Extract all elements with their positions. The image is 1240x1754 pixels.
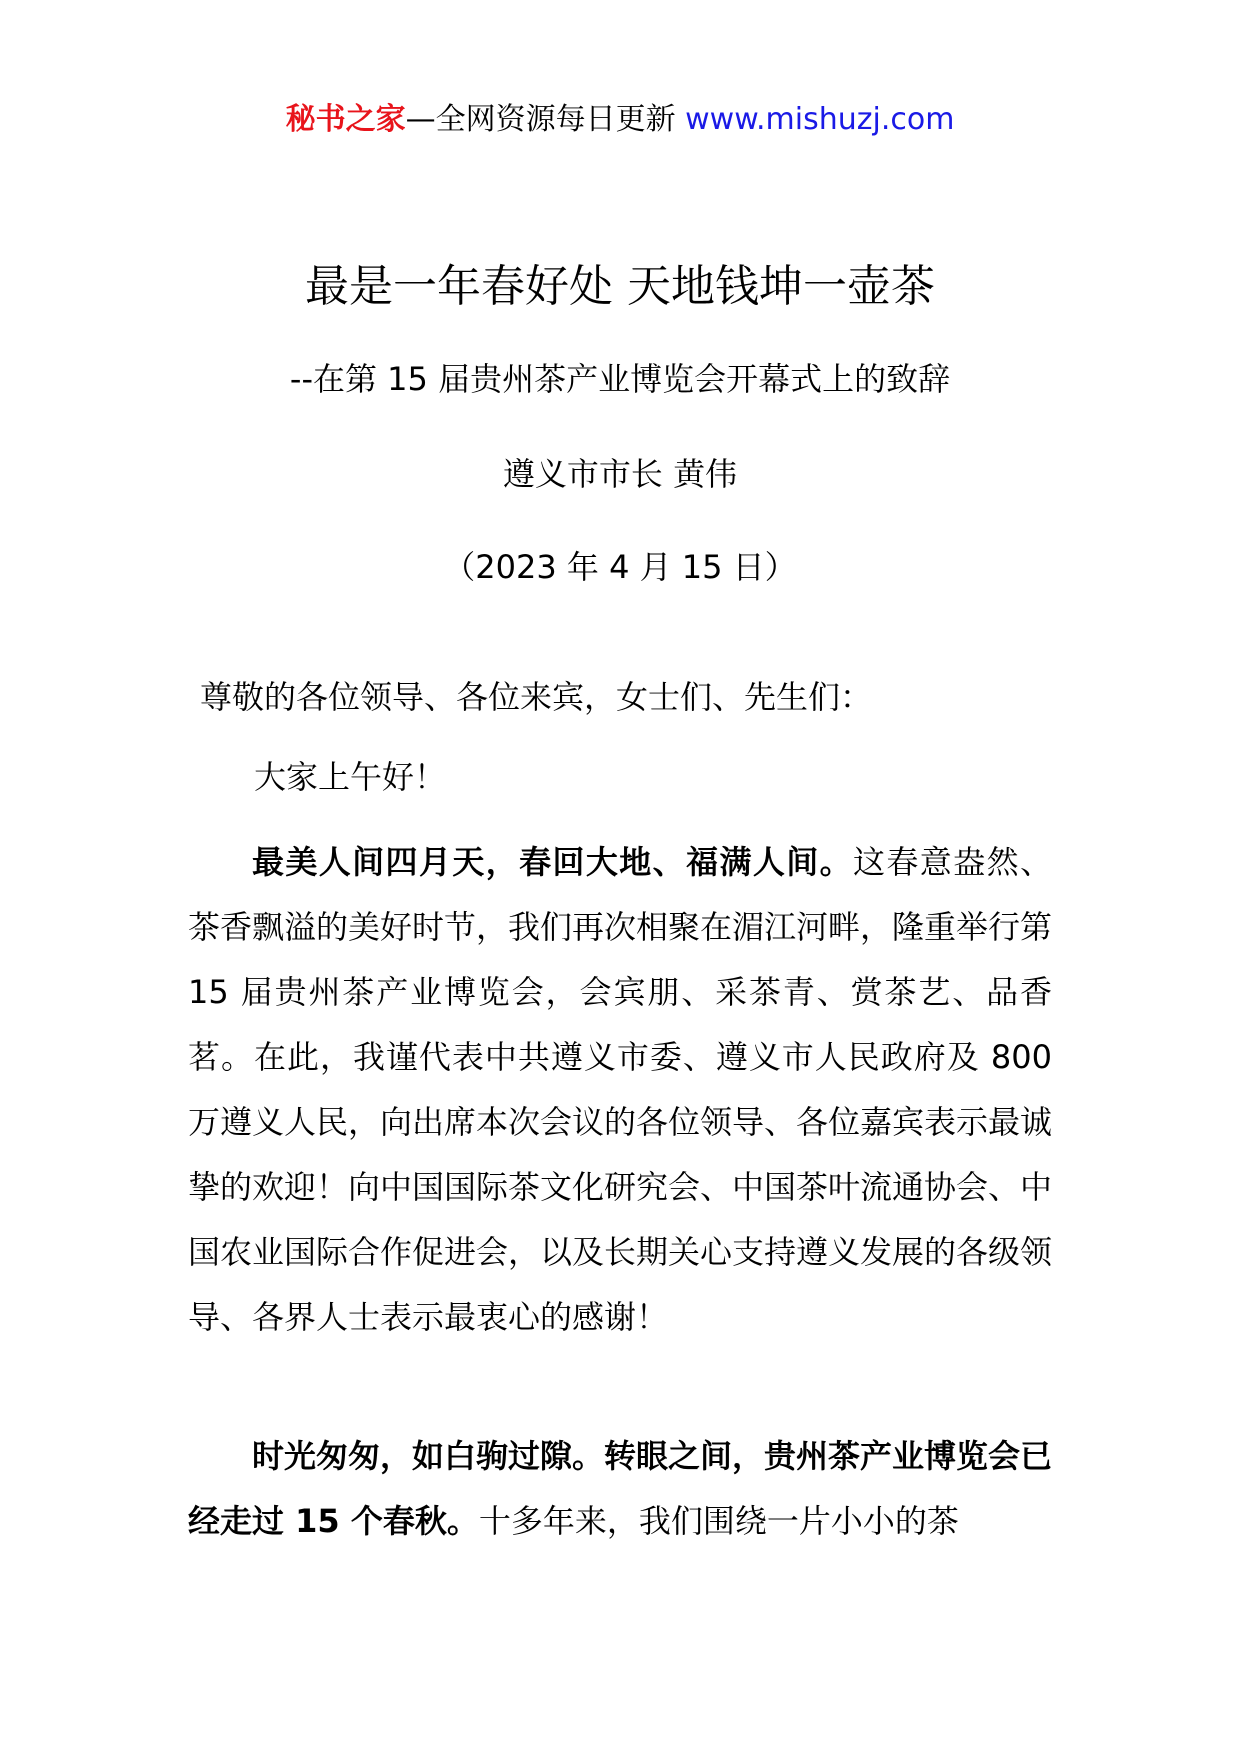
document-subtitle: --在第 15 届贵州茶产业博览会开幕式上的致辞 [289,360,951,398]
paragraph [188,830,1052,1350]
paragraph-body: 这春意盎然、茶香飘溢的美好时节，我们再次相聚在湄江河畔，隆重举行第 15 届贵州茶产业博览会，会宾朋、采茶青、赏茶艺、品香茗。在此，我谨代表中共遵义市委、遵义市人民政府及 800 万遵义人民，向出席本次会议的各位领导、各位嘉宾表示最诚挚的欢迎！向中国国际茶文化研究会、中国茶叶流通协会、中国农业国际合作促进会，以及长期关心支持遵义发展的各级领导、各界人士表示最衷心的感谢！ [188,843,1053,1336]
header-tagline: —全网资源每日更新 [405,102,686,137]
salutation: 尊敬的各位领导、各位来宾，女士们、先生们： [200,678,873,716]
site-url-link[interactable]: www.mishuzj.com [685,102,955,137]
paragraph [188,1424,1052,1554]
paragraph-lead: 最美人间四月天，春回大地、福满人间。 [252,843,854,881]
paragraph-body: 十多年来，我们围绕一片小小的茶 [478,1502,959,1540]
greeting: 大家上午好！ [254,758,447,796]
document-author: 遵义市市长 黄伟 [502,455,738,493]
site-header [0,100,1240,140]
paragraph-lead: 时光匆匆，如白驹过隙。转眼之间，贵州茶产业博览会已经走过 15 个春秋。 [188,1437,1053,1540]
brand-name: 秘书之家 [285,102,406,137]
document-title: 最是一年春好处 天地钱坤一壶茶 [305,261,935,312]
document-date: （2023 年 4 月 15 日） [443,548,797,586]
